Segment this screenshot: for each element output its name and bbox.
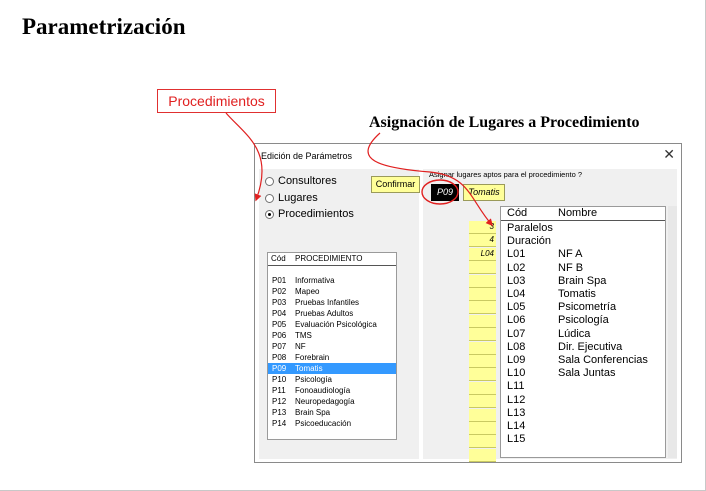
selected-procedure-code[interactable]: P09 [431, 184, 459, 201]
place-name: Psicometría [558, 301, 617, 314]
place-row[interactable] [501, 407, 665, 420]
assignment-cell[interactable] [469, 409, 496, 422]
place-row[interactable] [501, 367, 665, 380]
procedure-code: P10 [272, 375, 287, 384]
dialog-title: Edición de Parámetros [261, 151, 353, 161]
procedure-row[interactable] [268, 363, 396, 374]
place-code: L13 [507, 406, 526, 419]
procedure-name: Evaluación Psicológica [295, 320, 377, 329]
place-code: L06 [507, 314, 526, 327]
place-name: Dir. Ejecutiva [558, 340, 623, 353]
procedure-code: P01 [272, 276, 287, 285]
page-title: Parametrización [22, 14, 186, 39]
place-row[interactable] [501, 235, 665, 248]
procedure-code: P03 [272, 298, 287, 307]
procedure-row[interactable] [268, 352, 396, 363]
place-name: Sala Conferencias [558, 354, 648, 366]
assignment-cell[interactable] [469, 382, 496, 395]
selected-procedure-name[interactable]: Tomatis [463, 184, 505, 201]
place-row[interactable] [501, 328, 665, 341]
radio-consultores[interactable] [265, 175, 337, 187]
place-row[interactable] [501, 394, 665, 407]
assignment-cell[interactable] [469, 315, 496, 328]
procedure-code: P02 [272, 287, 287, 296]
place-code: L04 [507, 288, 526, 300]
procedure-row[interactable] [268, 286, 396, 297]
asignacion-heading: Asignación de Lugares a Procedimiento [369, 114, 640, 131]
procedure-row[interactable] [268, 319, 396, 330]
place-name: Brain Spa [558, 274, 607, 287]
procedure-row[interactable] [268, 418, 396, 429]
procedure-code: P11 [272, 386, 286, 395]
procedure-name: Psicoeducación [295, 419, 352, 428]
radio-label: Consultores [278, 175, 337, 187]
procedure-row[interactable] [268, 407, 396, 418]
procedure-row[interactable] [268, 308, 396, 319]
assignment-cell[interactable] [469, 301, 496, 314]
place-name: NF B [558, 261, 584, 274]
radio-label: Lugares [278, 192, 318, 204]
place-name: Psicología [558, 314, 609, 327]
assignment-cell[interactable] [469, 449, 496, 462]
procedure-code: P13 [272, 408, 287, 417]
procedure-code: P14 [272, 419, 287, 428]
radio-procedimientos[interactable] [265, 208, 354, 220]
places-list-header [501, 207, 665, 221]
place-code: L14 [507, 420, 526, 432]
place-code: L02 [507, 261, 526, 274]
right-panel [423, 169, 677, 459]
radio-button-checked-icon [265, 210, 274, 219]
procedure-row[interactable] [268, 330, 396, 341]
procedure-name: NF [295, 342, 306, 351]
place-code: L12 [507, 393, 526, 406]
place-row[interactable] [501, 354, 665, 367]
procedure-name: Neuropedagogía [295, 397, 355, 406]
procedure-row[interactable] [268, 297, 396, 308]
confirm-button[interactable]: Confirmar [371, 176, 420, 193]
assignment-cell[interactable] [469, 275, 496, 288]
place-row[interactable] [501, 275, 665, 288]
assignment-cell[interactable] [469, 435, 496, 448]
procedure-name: Brain Spa [295, 408, 331, 417]
assignment-cell[interactable] [469, 342, 496, 355]
column-header-procedure: PROCEDIMIENTO [295, 254, 363, 263]
assignment-cell[interactable]: 3 [469, 221, 496, 234]
place-row[interactable] [501, 222, 665, 235]
assignment-inputs [469, 221, 496, 463]
procedure-name: Pruebas Infantiles [295, 298, 360, 307]
place-name: Sala Juntas [558, 367, 616, 380]
procedure-name: Pruebas Adultos [295, 309, 354, 318]
procedure-code: P08 [272, 353, 287, 362]
column-header-code: Cód [271, 254, 286, 263]
assignment-cell[interactable] [469, 328, 496, 341]
place-code: L11 [507, 380, 525, 393]
place-code: L10 [507, 367, 526, 380]
assignment-cell[interactable] [469, 355, 496, 368]
procedure-name: Tomatis [295, 364, 323, 373]
place-row[interactable] [501, 380, 665, 393]
procedure-row[interactable] [268, 374, 396, 385]
parameters-dialog [254, 143, 682, 463]
place-row[interactable] [501, 262, 665, 275]
procedure-name: TMS [295, 331, 312, 340]
procedure-code: P12 [272, 397, 287, 406]
assignment-cell[interactable] [469, 261, 496, 274]
places-scrollbar[interactable] [668, 206, 677, 458]
procedure-name: Mapeo [295, 287, 320, 296]
radio-lugares[interactable] [265, 192, 318, 204]
place-name: NF A [558, 248, 583, 261]
place-code: L15 [507, 433, 526, 446]
procedure-code: P09 [272, 364, 287, 373]
place-row[interactable] [501, 301, 665, 314]
radio-button-icon [265, 177, 274, 186]
place-code: L05 [507, 301, 526, 314]
procedure-name: Forebrain [295, 353, 330, 362]
procedure-row[interactable] [268, 275, 396, 286]
place-name: Lúdica [558, 327, 591, 340]
procedure-code: P04 [272, 309, 287, 318]
procedure-name: Informativa [295, 276, 335, 285]
place-code: L08 [507, 340, 526, 353]
place-row[interactable] [501, 341, 665, 354]
place-code: Duración [507, 235, 552, 248]
column-header-code: Cód [507, 207, 528, 219]
procedure-name: Fonoaudiología [295, 386, 351, 395]
place-row[interactable] [501, 288, 665, 301]
procedure-code: P07 [272, 342, 287, 351]
assign-question: Asignar lugares aptos para el procedimiento ? [429, 170, 583, 179]
procedure-name: Psicología [295, 375, 332, 384]
procedure-row[interactable] [268, 385, 396, 396]
column-header-name: Nombre [558, 207, 598, 219]
procedures-list[interactable] [267, 252, 397, 440]
place-row[interactable] [501, 420, 665, 433]
place-row[interactable] [501, 248, 665, 261]
place-name: Tomatis [558, 288, 596, 300]
assignment-cell[interactable] [469, 395, 496, 408]
assignment-cell[interactable] [469, 368, 496, 381]
place-code: L09 [507, 354, 526, 366]
left-panel [259, 169, 419, 459]
place-row[interactable] [501, 314, 665, 327]
place-row[interactable] [501, 433, 665, 446]
assignment-cell[interactable]: 4 [469, 234, 496, 247]
assignment-cell[interactable]: L04 [469, 248, 496, 261]
place-code: L07 [507, 327, 526, 340]
procedure-code: P05 [272, 320, 287, 329]
place-code: L01 [507, 248, 526, 261]
place-code: L03 [507, 274, 526, 287]
radio-button-icon [265, 194, 274, 203]
procedure-row[interactable] [268, 341, 396, 352]
procedure-code: P06 [272, 331, 287, 340]
procedimientos-callout: Procedimientos [157, 89, 276, 113]
places-list[interactable] [500, 206, 666, 458]
assignment-cell[interactable] [469, 422, 496, 435]
procedures-list-header [268, 253, 396, 266]
procedure-row[interactable] [268, 396, 396, 407]
assignment-cell[interactable] [469, 288, 496, 301]
place-code: Paralelos [507, 222, 553, 234]
close-icon[interactable]: ✕ [663, 146, 675, 162]
radio-label: Procedimientos [278, 208, 354, 220]
